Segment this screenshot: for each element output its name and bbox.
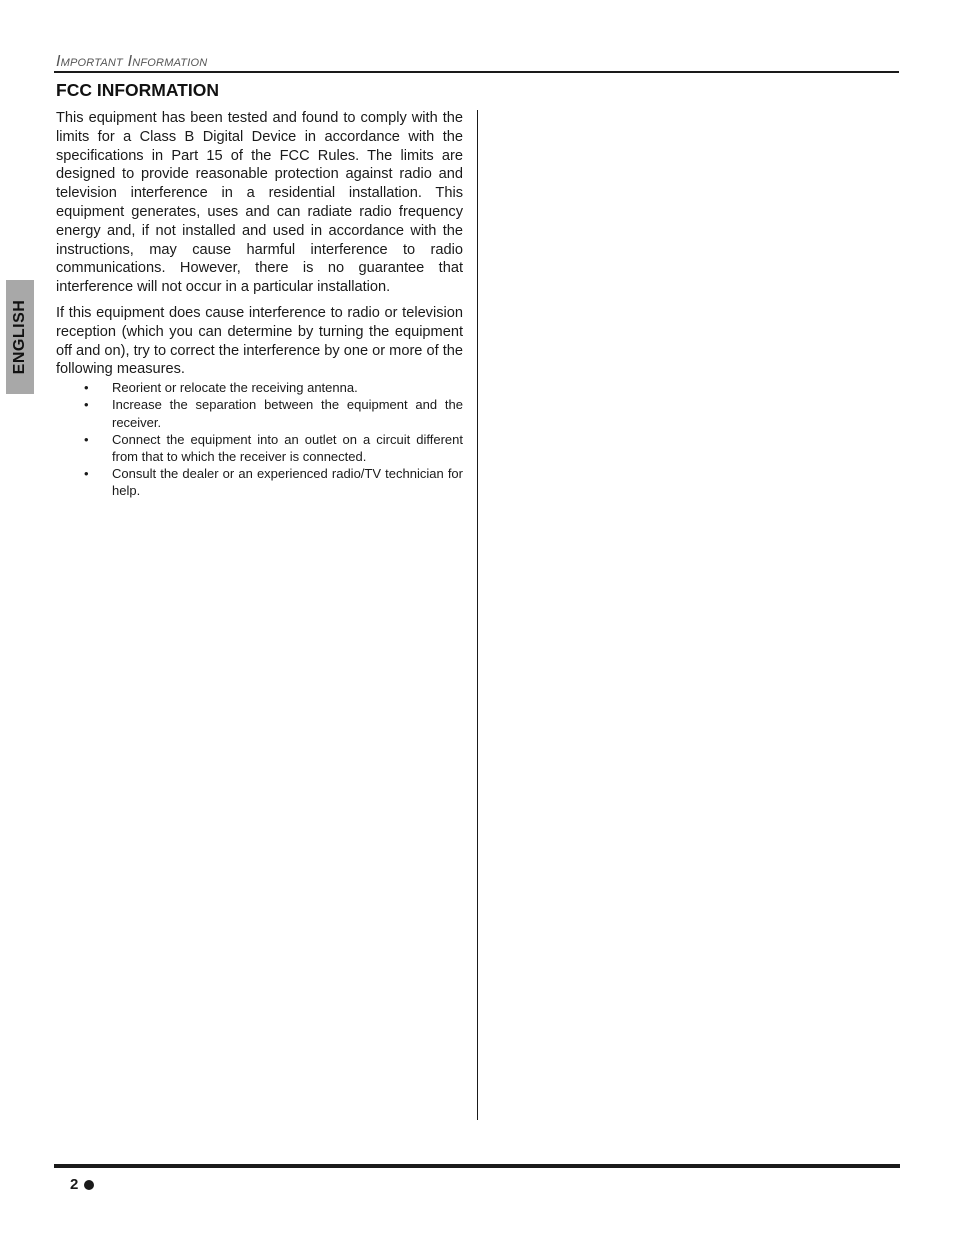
list-item-text: Consult the dealer or an experienced radio/TV technician for help. <box>112 466 463 499</box>
bullet-icon: • <box>84 397 89 413</box>
header-rule <box>54 71 899 73</box>
list-item-text: Increase the separation between the equipment and the receiver. <box>112 397 463 430</box>
list-item <box>56 465 463 499</box>
measures-list <box>56 379 463 499</box>
footer-rule <box>54 1164 900 1168</box>
running-header: Important Information <box>56 53 208 70</box>
list-item <box>56 379 463 396</box>
filled-circle-icon <box>84 1180 94 1190</box>
language-tab <box>6 280 34 394</box>
list-item <box>56 431 463 465</box>
bullet-icon: • <box>84 380 89 396</box>
list-item <box>56 396 463 430</box>
bullet-icon: • <box>84 466 89 482</box>
left-column <box>56 109 463 500</box>
language-tab-label: ENGLISH <box>11 299 28 375</box>
bullet-icon: • <box>84 431 89 447</box>
page-number: 2 <box>70 1176 79 1193</box>
body-paragraph-1: This equipment has been tested and found to comply with the limits for a Class B Digital Device in accordance with the specifications in Part 15 of the FCC Rules. The limits are designed to provide reasonable protection against radio and television interference in a residential installation. This equipment generates, uses and can radiate radio frequency energy and, if not installed and used in accordance with the instructions, may cause harmful interference to radio communications. However, there is no guarantee that interference will not occur in a particular installation. <box>56 110 463 296</box>
list-item-text: Connect the equipment into an outlet on a circuit different from that to which the receiver is connected. <box>112 431 463 464</box>
column-divider <box>477 110 478 1120</box>
list-item-text: Reorient or relocate the receiving antenna. <box>112 380 358 396</box>
body-paragraph-2: If this equipment does cause interference to radio or television reception (which you can determine by turning the equipment off and on), try to correct the interference by one or more of the following measures. <box>56 304 463 378</box>
section-title: FCC INFORMATION <box>56 80 219 100</box>
